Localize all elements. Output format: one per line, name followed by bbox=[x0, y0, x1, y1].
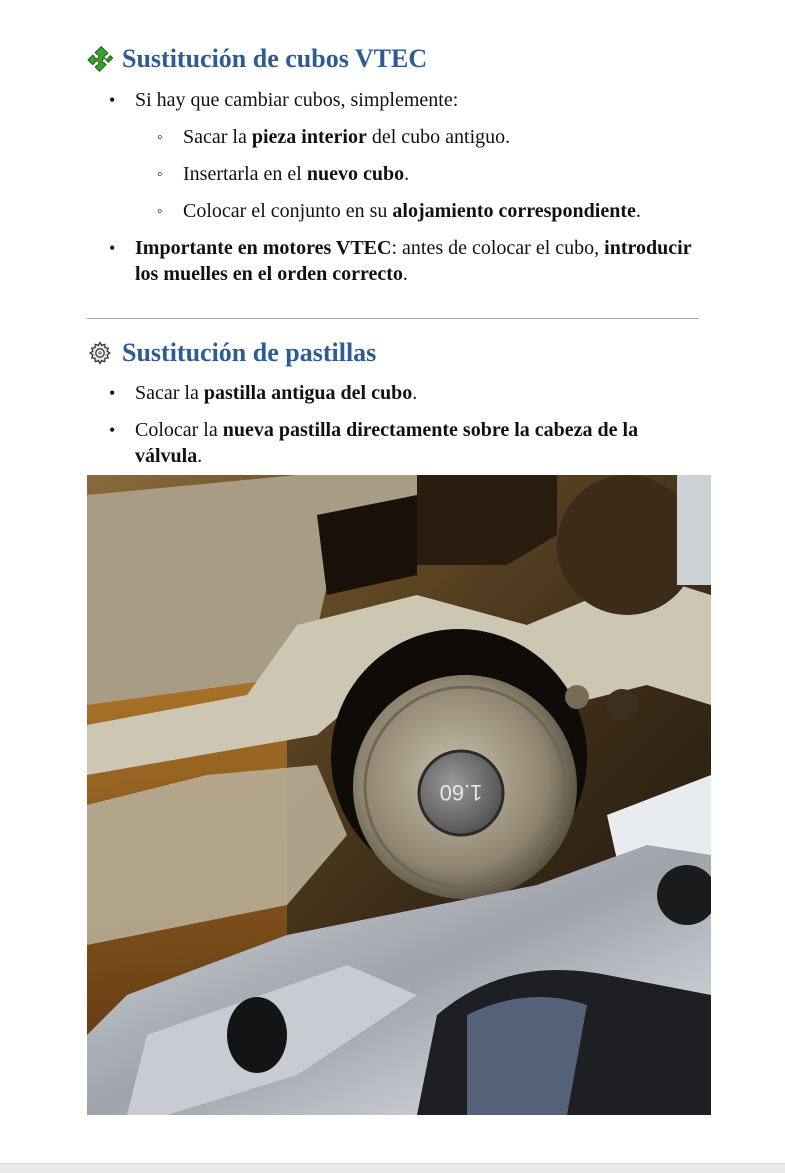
list-item: • Colocar la nueva pastilla directamente sobre la cabeza de la válvula. bbox=[87, 417, 699, 469]
section-heading-pastillas bbox=[87, 338, 376, 368]
section-title: Sustitución de cubos VTEC bbox=[122, 44, 428, 73]
list-item: • Si hay que cambiar cubos, simplemente: ◦ Sacar la pieza interior del cubo antiguo. ◦ Insertarla en el nuevo cubo. ◦ Colocar el conjunto en su alojamiento correspondiente. bbox=[87, 87, 699, 224]
vtec-sub-list bbox=[87, 124, 699, 224]
list-item: • Importante en motores VTEC: antes de colocar el cubo, introducir los muelles en el orden correcto. bbox=[87, 235, 699, 287]
horizontal-divider bbox=[87, 318, 699, 319]
puzzle-icon bbox=[87, 46, 113, 72]
list-item: ◦ Colocar el conjunto en su alojamiento correspondiente. bbox=[87, 198, 699, 224]
shim-label: 1.60 bbox=[439, 780, 483, 805]
list-item: ◦ Sacar la pieza interior del cubo antiguo. bbox=[87, 124, 699, 150]
pastillas-bullet-list bbox=[87, 380, 699, 469]
bottom-scroll-edge bbox=[0, 1163, 785, 1173]
valve-shim-photo bbox=[87, 475, 711, 1115]
vtec-bullet-list bbox=[87, 87, 699, 287]
section-heading-vtec bbox=[87, 44, 427, 74]
list-item: ◦ Insertarla en el nuevo cubo. bbox=[87, 161, 699, 187]
list-item: • Sacar la pastilla antigua del cubo. bbox=[87, 380, 699, 406]
gear-icon bbox=[87, 340, 113, 366]
section-title: Sustitución de pastillas bbox=[122, 338, 377, 367]
